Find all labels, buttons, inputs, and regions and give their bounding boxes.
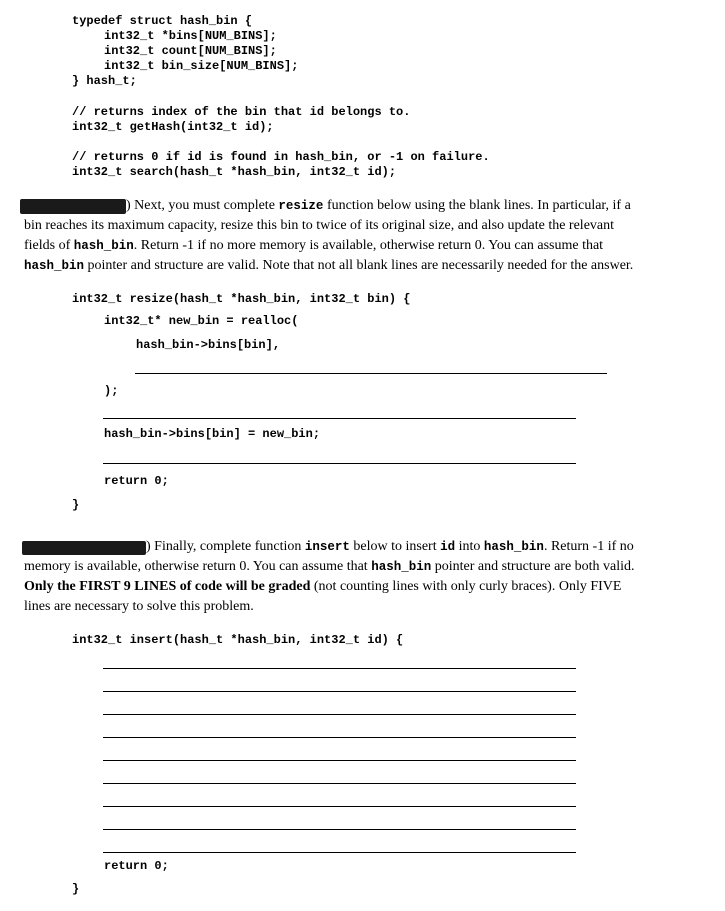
- code-line: int32_t search(hash_t *hash_bin, int32_t id);: [72, 165, 397, 179]
- answer-blank-line[interactable]: [103, 829, 576, 830]
- paragraph-line: lines are necessary to solve this problem.: [24, 599, 254, 614]
- code-line: int32_t* new_bin = realloc(: [104, 314, 299, 328]
- return-statement: return 0;: [104, 859, 169, 873]
- code-line: hash_bin->bins[bin] = new_bin;: [104, 427, 321, 441]
- answer-blank-line[interactable]: [103, 668, 576, 669]
- answer-blank-line[interactable]: [103, 737, 576, 738]
- code-line: int32_t count[NUM_BINS];: [104, 44, 277, 58]
- code-line: int32_t bin_size[NUM_BINS];: [104, 59, 299, 73]
- code-line: );: [104, 384, 119, 398]
- redaction-mark: [22, 541, 146, 555]
- answer-blank-line[interactable]: [103, 783, 576, 784]
- closing-brace: }: [72, 882, 80, 896]
- answer-blank-line[interactable]: [103, 760, 576, 761]
- paragraph-line: memory is available, otherwise return 0. You can assume that hash_bin pointer and structure are both valid.: [24, 559, 635, 574]
- code-line: } hash_t;: [72, 74, 137, 88]
- code-line: int32_t *bins[NUM_BINS];: [104, 29, 277, 43]
- code-line: typedef struct hash_bin {: [72, 14, 253, 28]
- answer-blank-line[interactable]: [103, 852, 576, 853]
- answer-blank-line[interactable]: [103, 714, 576, 715]
- paragraph-line: fields of hash_bin. Return -1 if no more memory is available, otherwise return 0. You can assume that: [24, 238, 604, 253]
- paragraph-line: bin reaches its maximum capacity, resize this bin to twice of its original size, and also update the relevant: [24, 218, 615, 233]
- code-comment: // returns 0 if id is found in hash_bin, or -1 on failure.: [72, 150, 490, 164]
- paragraph-line: ) Finally, complete function insert below to insert id into hash_bin. Return -1 if no: [146, 539, 634, 554]
- paragraph-line: Only the FIRST 9 LINES of code will be graded (not counting lines with only curly braces). Only FIVE: [24, 579, 622, 594]
- function-signature: int32_t insert(hash_t *hash_bin, int32_t id) {: [72, 633, 404, 647]
- code-comment: // returns index of the bin that id belongs to.: [72, 105, 411, 119]
- closing-brace: }: [72, 498, 80, 512]
- answer-blank-line[interactable]: [103, 691, 576, 692]
- paragraph-line: ) Next, you must complete resize function below using the blank lines. In particular, if a: [126, 198, 631, 213]
- code-line: hash_bin->bins[bin],: [136, 338, 281, 352]
- redaction-mark: [20, 199, 126, 214]
- answer-blank-line[interactable]: [103, 806, 576, 807]
- paragraph-line: hash_bin pointer and structure are valid. Note that not all blank lines are necessarily needed for the answer.: [24, 258, 634, 273]
- function-signature: int32_t resize(hash_t *hash_bin, int32_t bin) {: [72, 292, 411, 306]
- return-statement: return 0;: [104, 474, 169, 488]
- answer-blank-line[interactable]: [135, 373, 607, 374]
- answer-blank-line[interactable]: [103, 463, 576, 464]
- answer-blank-line[interactable]: [103, 418, 576, 419]
- code-line: int32_t getHash(int32_t id);: [72, 120, 274, 134]
